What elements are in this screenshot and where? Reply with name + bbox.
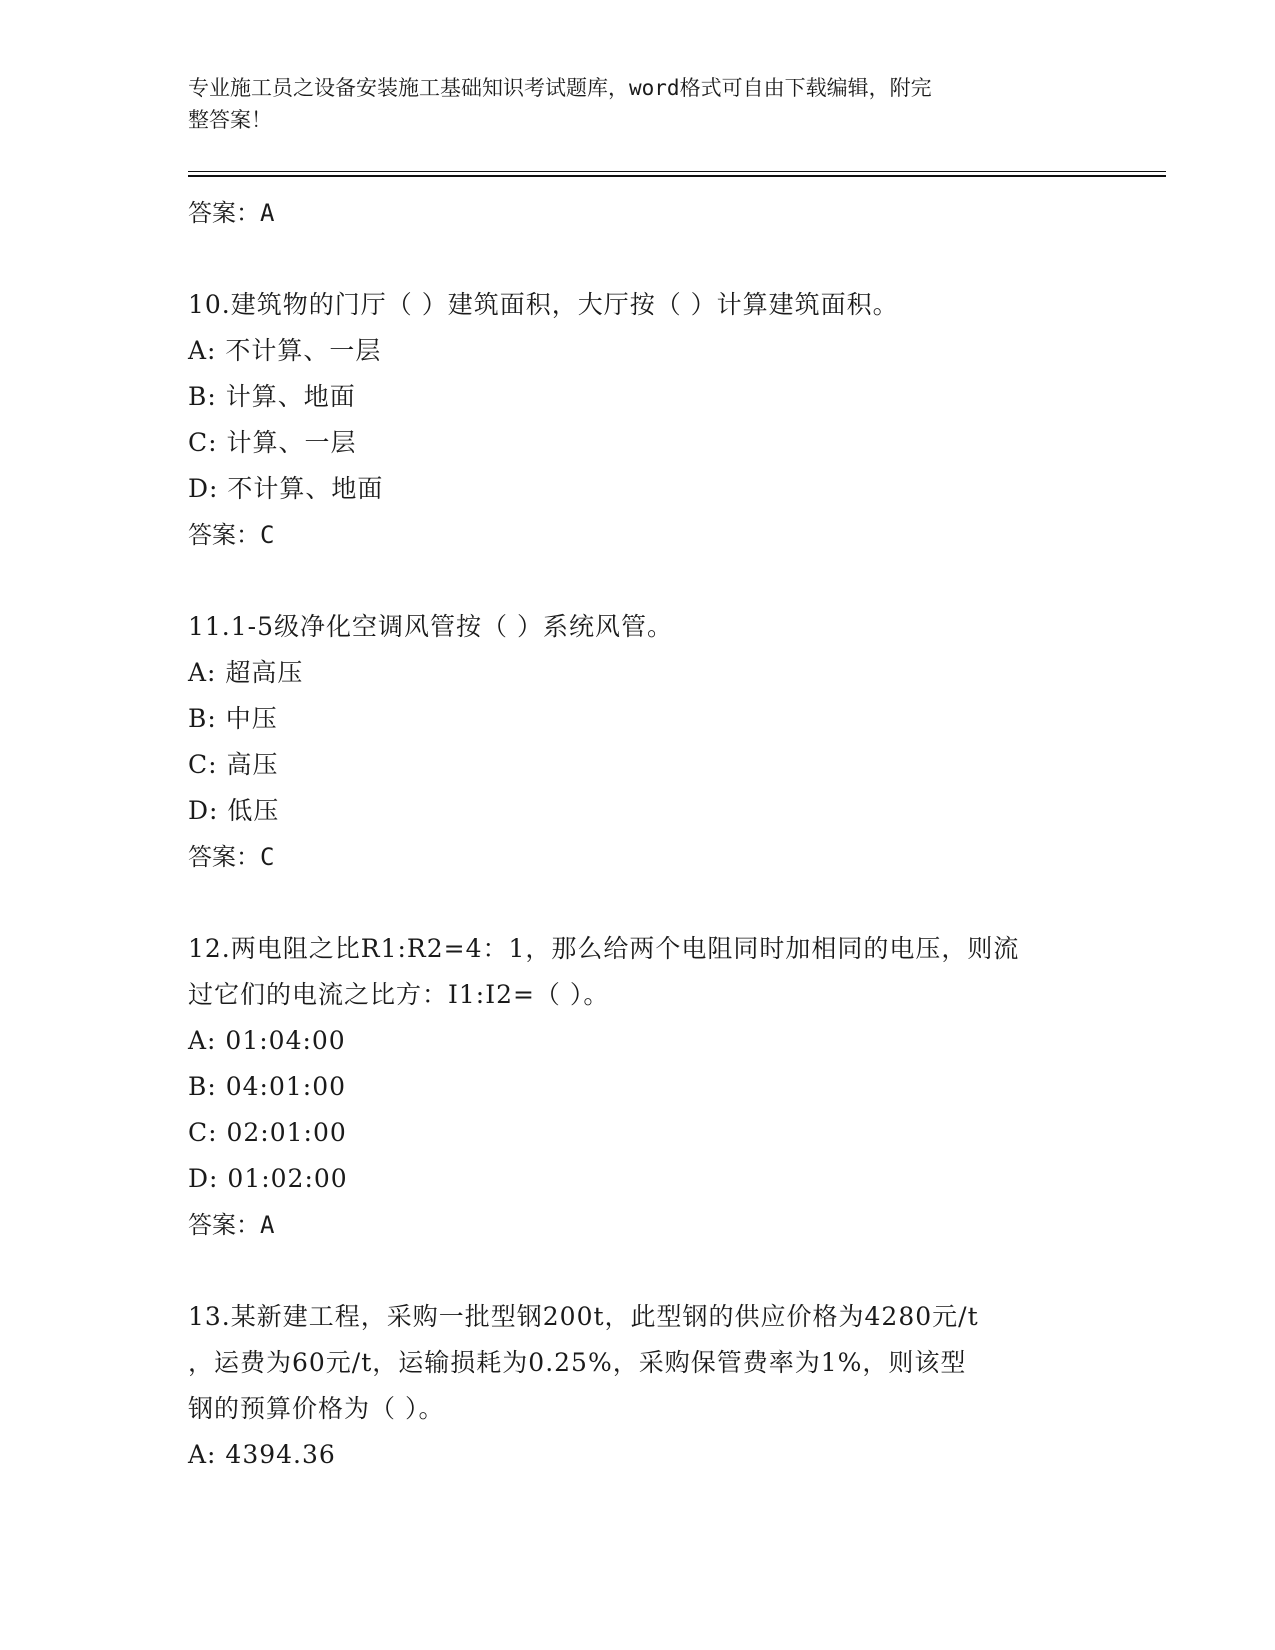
option-c: C: 02:01:00 — [188, 1118, 347, 1147]
option-a: A: 4394.36 — [188, 1440, 336, 1469]
question-10 — [188, 282, 1088, 558]
option-d: D: 不计算、地面 — [188, 474, 384, 503]
option-b: B: 计算、地面 — [188, 382, 356, 411]
header-rule-thin — [188, 171, 1166, 172]
option-b: B: 04:01:00 — [188, 1072, 347, 1101]
spacer — [188, 558, 1088, 604]
answer: 答案：C — [188, 521, 275, 549]
option-b: B: 中压 — [188, 704, 278, 733]
option-a: A: 01:04:00 — [188, 1026, 346, 1055]
option-c: C: 高压 — [188, 750, 279, 779]
question-list — [188, 190, 1088, 1478]
question-stem-line-1: 13.某新建工程，采购一批型钢200t，此型钢的供应价格为4280元/t — [188, 1302, 979, 1331]
question-13 — [188, 1294, 1088, 1478]
question-stem-line-1: 12.两电阻之比R1:R2=4：1，那么给两个电阻同时加相同的电压，则流 — [188, 934, 1020, 963]
spacer — [188, 236, 1088, 282]
option-d: D: 01:02:00 — [188, 1164, 348, 1193]
question-stem-line-3: 钢的预算价格为（ ）。 — [188, 1394, 445, 1423]
question-stem-line-2: ，运费为60元/t，运输损耗为0.25%，采购保管费率为1%，则该型 — [188, 1348, 967, 1377]
answer: 答案：C — [188, 843, 275, 871]
question-12 — [188, 926, 1088, 1248]
question-stem: 11.1-5级净化空调风管按（ ）系统风管。 — [188, 612, 673, 641]
page-header — [188, 72, 1068, 136]
spacer — [188, 1248, 1088, 1294]
question-stem-line-2: 过它们的电流之比方：I1:I2=（ ）。 — [188, 980, 610, 1009]
header-line-1: 专业施工员之设备安装施工基础知识考试题库，word格式可自由下载编辑，附完 — [188, 76, 932, 100]
option-d: D: 低压 — [188, 796, 280, 825]
previous-answer: 答案：A — [188, 199, 275, 227]
header-line-2: 整答案！ — [188, 108, 272, 132]
option-c: C: 计算、一层 — [188, 428, 357, 457]
question-11 — [188, 604, 1088, 880]
answer: 答案：A — [188, 1211, 275, 1239]
option-a: A: 超高压 — [188, 658, 304, 687]
spacer — [188, 880, 1088, 926]
option-a: A: 不计算、一层 — [188, 336, 382, 365]
header-rule-thick — [188, 175, 1166, 177]
question-stem: 10.建筑物的门厅（ ）建筑面积，大厅按（ ）计算建筑面积。 — [188, 290, 899, 319]
